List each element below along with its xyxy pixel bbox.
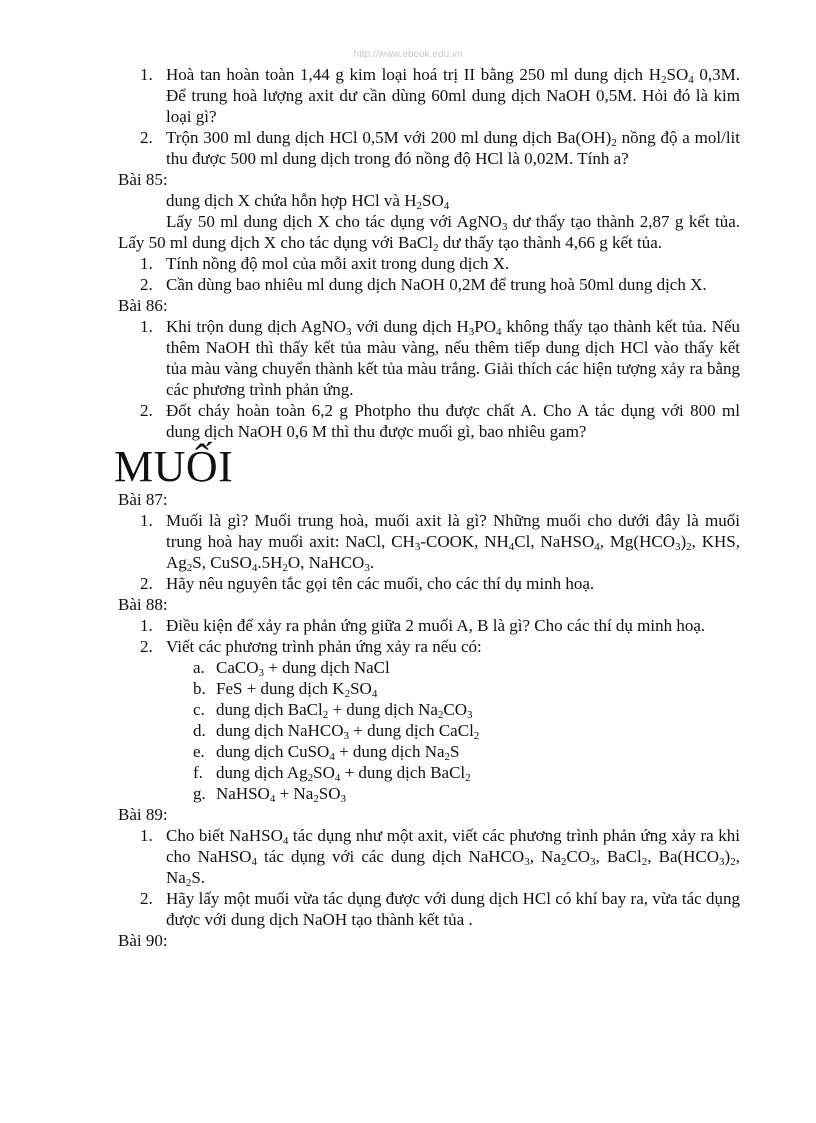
sub-item-letter: g. [193,784,206,803]
exercise-heading: Bài 89: [118,805,168,824]
sub-list [118,657,740,804]
list-item-text: Điều kiện để xảy ra phản ứng giữa 2 muối A, B là gì? Cho các thí dụ minh hoạ. [166,616,706,635]
list-item [118,316,740,400]
paragraph: Lấy 50 ml dung dịch X cho tác dụng với AgNO$_3$ dư thấy tạo thành 2,87 g kết tủa. Lấy 50 ml dung dịch X cho tác dụng với BaCl$_2$ dư thấy tạo thành 4,66 g kết tủa. [118,212,741,254]
list-item-number: 1. [140,317,153,336]
sub-item-letter: f. [193,763,203,782]
list-item [118,615,740,636]
list-item [118,888,740,930]
list-item [118,64,740,127]
list-item-number: 1. [140,511,153,530]
list-item [118,573,740,594]
sub-list-item [118,699,740,720]
list-item [118,510,740,573]
sub-list-item [118,762,740,783]
list-item-text: Cần dùng bao nhiêu ml dung dịch NaOH 0,2M để trung hoà 50ml dung dịch X. [166,275,707,294]
sub-item-letter: a. [193,658,205,677]
sub-list-item [118,678,740,699]
sub-item-text: CaCO$_3$ + dung dịch NaCl [216,658,390,679]
sub-list-item [118,741,740,762]
sub-item-text: NaHSO$_4$ + $Na_2SO_3$ [216,784,346,805]
list-item-text: Hãy lấy một muối vừa tác dụng được với dung dịch HCl có khí bay ra, vừa tác dụng được với dung dịch NaOH tạo thành kết tủa . [166,889,740,929]
sub-list-item [118,657,740,678]
sub-item-text: dung dịch $Ag_2SO_4$ + dung dịch BaCl$_2$ [216,763,471,784]
list-item-number: 2. [140,637,153,656]
list-item-text: Hoà tan hoàn toàn 1,44 g kim loại hoá trị II bằng 250 ml dung dịch $H_2SO_4$ 0,3M. Để trung hoà lượng axit dư cần dùng 60ml dung dịch NaOH 0,5M. Hỏi đó là kim loại gì? [166,65,740,126]
list-item-number: 1. [140,254,153,273]
watermark-url: http://www.ebook.edu.vn [353,49,463,60]
list-item [118,253,740,274]
list-item-text: Hãy nêu nguyên tắc gọi tên các muối, cho các thí dụ minh hoạ. [166,574,595,593]
exercise-heading: Bài 88: [118,595,168,614]
list-item-text: Trộn 300 ml dung dịch HCl 0,5M với 200 ml dung dịch $Ba(OH)_2$ nồng độ a mol/lit thu được 500 ml dung dịch trong đó nồng độ HCl là 0,02M. Tính a? [166,128,740,168]
list-item-number: 2. [140,128,153,147]
list-item-number: 2. [140,889,153,908]
sub-item-text: dung dịch CuSO$_4$ + dung dịch $Na_2S$ [216,742,460,763]
list-item-text: Khi trộn dung dịch AgNO$_3$ với dung dịch $H_3PO_4$ không thấy tạo thành kết tủa. Nếu thêm NaOH thì thấy kết tủa màu vàng, nếu thêm tiếp dung dịch HCl vào thấy kết tủa màu vàng chuyển thành kết tủa màu trắng. Giải thích các hiện tượng xảy ra bằng các phương trình phản ứng. [166,317,740,399]
sub-item-text: FeS + dung dịch $K_2SO_4$ [216,679,378,700]
sub-list-item [118,720,740,741]
document-page [114,64,741,951]
sub-list-item [118,783,740,804]
sub-item-letter: d. [193,721,206,740]
list-item [118,825,740,888]
sub-item-letter: b. [193,679,206,698]
list-item-number: 2. [140,574,153,593]
sub-item-letter: c. [193,700,205,719]
list-item [118,400,740,442]
list-item-number: 2. [140,275,153,294]
exercise-heading: Bài 85: [118,170,168,189]
list-item-text: Đốt cháy hoàn toàn 6,2 g Photpho thu được chất A. Cho A tác dụng với 800 ml dung dịch NaOH 0,6 M thì thu được muối gì, bao nhiêu gam? [166,401,740,441]
exercise-heading: Bài 86: [118,296,168,315]
paragraph: dung dịch X chứa hỗn hợp HCl và $H_2SO_4$ [166,191,450,212]
sub-item-letter: e. [193,742,205,761]
sub-item-text: dung dịch BaCl$_2$ + dung dịch $Na_2CO_3$ [216,700,473,721]
list-item [118,636,740,657]
list-item-text: Muối là gì? Muối trung hoà, muối axit là gì? Những muối cho dưới đây là muối trung hoà hay muối axit: NaCl, $CH_3$-COOK, $NH_4Cl$, NaHSO$_4$, $Mg(HCO_3)_2$, KHS, $Ag_2S$, $CuSO_4.5H_2O$, NaHCO$_3$. [166,511,741,574]
list-item-text: Viết các phương trình phản ứng xảy ra nếu có: [166,637,482,656]
list-item-text: Cho biết NaHSO$_4$ tác dụng như một axit, viết các phương trình phản ứng xảy ra khi cho NaHSO$_4$ tác dụng với các dung dịch NaHCO$_3$, $Na_2CO_3$, BaCl$_2$, $Ba(HCO_3)_2$, $Na_2S$. [166,826,740,889]
list-item-number: 1. [140,826,153,845]
list-item-text: Tính nồng độ mol của mỗi axit trong dung dịch X. [166,254,510,273]
exercise-heading: Bài 87: [118,490,168,509]
sub-item-text: dung dịch NaHCO$_3$ + dung dịch CaCl$_2$ [216,721,480,742]
list-item-number: 1. [140,616,153,635]
list-item [118,127,740,169]
list-item [118,274,740,295]
list-item-number: 1. [140,65,153,84]
section-title: MUỐI [114,442,234,491]
list-item-number: 2. [140,401,153,420]
exercise-heading: Bài 90: [118,931,168,950]
